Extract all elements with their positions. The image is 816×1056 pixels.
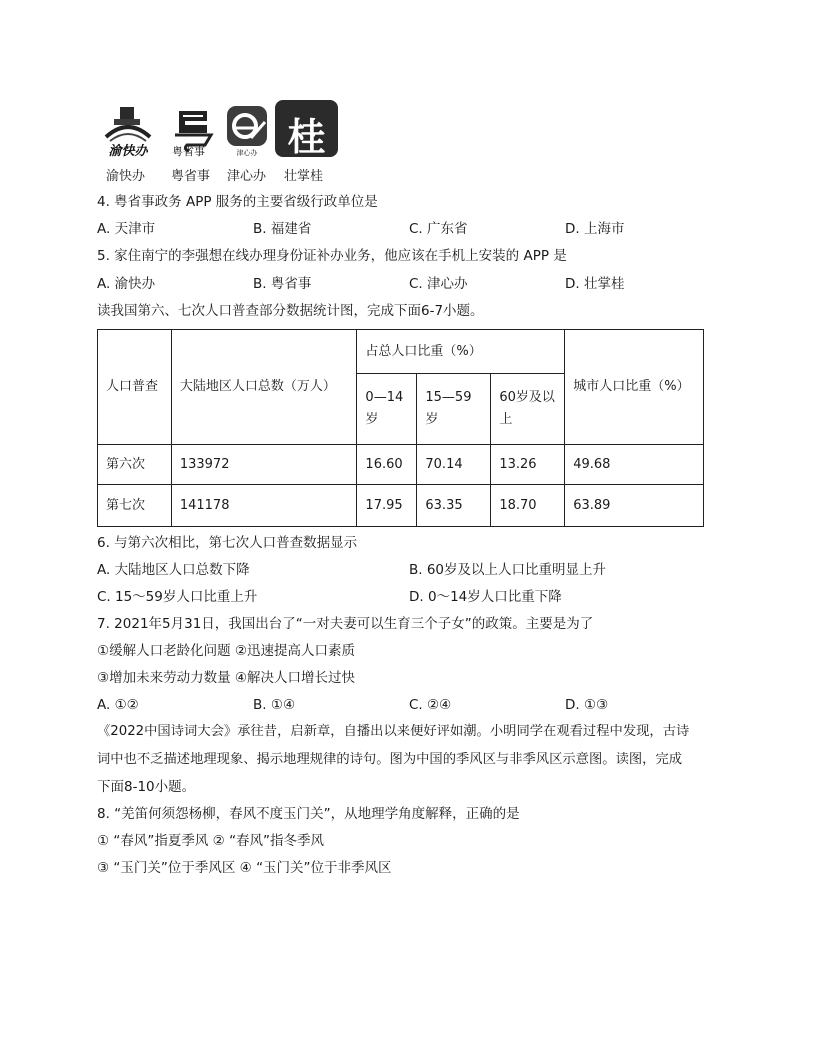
census-table (97, 329, 704, 527)
logo-caption-yukuaiban: 渝快办 (106, 169, 146, 184)
table-row (98, 485, 704, 527)
q7-option-c: C. ②④ (409, 697, 452, 713)
table-row (98, 445, 704, 485)
q4-option-a: A. 天津市 (97, 221, 156, 237)
intro-8-10-line-2: 词中也不乏描述地理现象、揭示地理规律的诗句。图为中国的季风区与非季风区示意图。读图，完成 (97, 752, 683, 767)
table-header-row (98, 330, 704, 374)
q6-option-a: A. 大陆地区人口总数下降 (97, 562, 250, 578)
header-total-population: 大陆地区人口总数（万人） (171, 330, 357, 445)
q6-option-d: D. 0～14岁人口比重下降 (409, 589, 562, 605)
jinxinban-logo-text: 津心办 (236, 150, 258, 156)
cell-age-60-plus: 18.70 (491, 485, 565, 527)
q4-option-d: D. 上海市 (565, 221, 625, 237)
q7-option-a: A. ①② (97, 697, 139, 713)
header-share: 占总人口比重（%） (357, 330, 565, 374)
q7-line-1: ①缓解人口老龄化问题 ②迅速提高人口素质 (97, 643, 355, 659)
cell-total: 133972 (171, 445, 357, 485)
cell-age-0-14: 17.95 (357, 485, 417, 527)
yukuaiban-logo-icon (100, 103, 156, 159)
header-age-15-59: 15—59岁 (417, 374, 491, 445)
q7-option-d: D. ①③ (565, 697, 609, 713)
logo-caption-jinxinban: 津心办 (227, 169, 267, 184)
cell-census: 第七次 (98, 485, 172, 527)
yukuaiban-logo-text: 渝快办 (108, 143, 148, 158)
cell-age-15-59: 70.14 (417, 445, 491, 485)
q4-stem: 4. 粤省事政务 APP 服务的主要省级行政单位是 (97, 194, 378, 210)
q8-stem: 8. “羌笛何须怨杨柳，春风不度玉门关”，从地理学角度解释，正确的是 (97, 806, 520, 822)
cell-age-60-plus: 13.26 (491, 445, 565, 485)
q5-option-a: A. 渝快办 (97, 276, 156, 292)
q7-option-b: B. ①④ (253, 697, 296, 713)
q6-stem: 6. 与第六次相比，第七次人口普查数据显示 (97, 535, 358, 551)
header-census: 人口普查 (98, 330, 172, 445)
header-age-0-14: 0—14岁 (357, 374, 417, 445)
q7-stem: 7. 2021年5月31日，我国出台了“一对夫妻可以生育三个子女”的政策。主要是为了 (97, 616, 594, 632)
zhuangzhanggui-logo-icon (275, 100, 338, 157)
q8-line-1: ① “春风”指夏季风 ② “春风”指冬季风 (97, 833, 325, 849)
jinxinban-logo-icon (225, 104, 281, 160)
cell-age-15-59: 63.35 (417, 485, 491, 527)
q4-option-c: C. 广东省 (409, 221, 468, 237)
cell-census: 第六次 (98, 445, 172, 485)
q8-line-2: ③ “玉门关”位于季风区 ④ “玉门关”位于非季风区 (97, 860, 392, 876)
intro-8-10-line-3: 下面8-10小题。 (97, 779, 196, 795)
q5-stem: 5. 家住南宁的李强想在线办理身份证补办业务，他应该在手机上安装的 APP 是 (97, 248, 567, 264)
q4-option-b: B. 福建省 (253, 221, 312, 237)
cell-age-0-14: 16.60 (357, 445, 417, 485)
q6-option-c: C. 15～59岁人口比重上升 (97, 589, 258, 605)
q6-option-b: B. 60岁及以上人口比重明显上升 (409, 562, 607, 578)
intro-8-10-line-1: 《2022中国诗词大会》承往昔，启新章，自播出以来便好评如潮。小明同学在观看过程中发现，古诗 (97, 724, 690, 739)
yueshengshi-logo-text: 粤省事 (172, 145, 205, 158)
q5-option-d: D. 壮掌桂 (565, 276, 625, 292)
logo-caption-zhuangzhanggui: 壮掌桂 (284, 169, 324, 184)
header-age-60-plus: 60岁及以上 (491, 374, 565, 445)
q7-line-2: ③增加未来劳动力数量 ④解决人口增长过快 (97, 670, 355, 686)
header-urban-share: 城市人口比重（%） (565, 330, 704, 445)
q5-option-c: C. 津心办 (409, 276, 468, 292)
cell-urban: 63.89 (565, 485, 704, 527)
zhuangzhanggui-logo-text: 桂 (287, 114, 326, 159)
cell-total: 141178 (171, 485, 357, 527)
intro-6-7: 读我国第六、七次人口普查部分数据统计图，完成下面6-7小题。 (97, 303, 484, 319)
q5-option-b: B. 粤省事 (253, 276, 312, 292)
logo-caption-yueshengshi: 粤省事 (171, 169, 211, 184)
cell-urban: 49.68 (565, 445, 704, 485)
